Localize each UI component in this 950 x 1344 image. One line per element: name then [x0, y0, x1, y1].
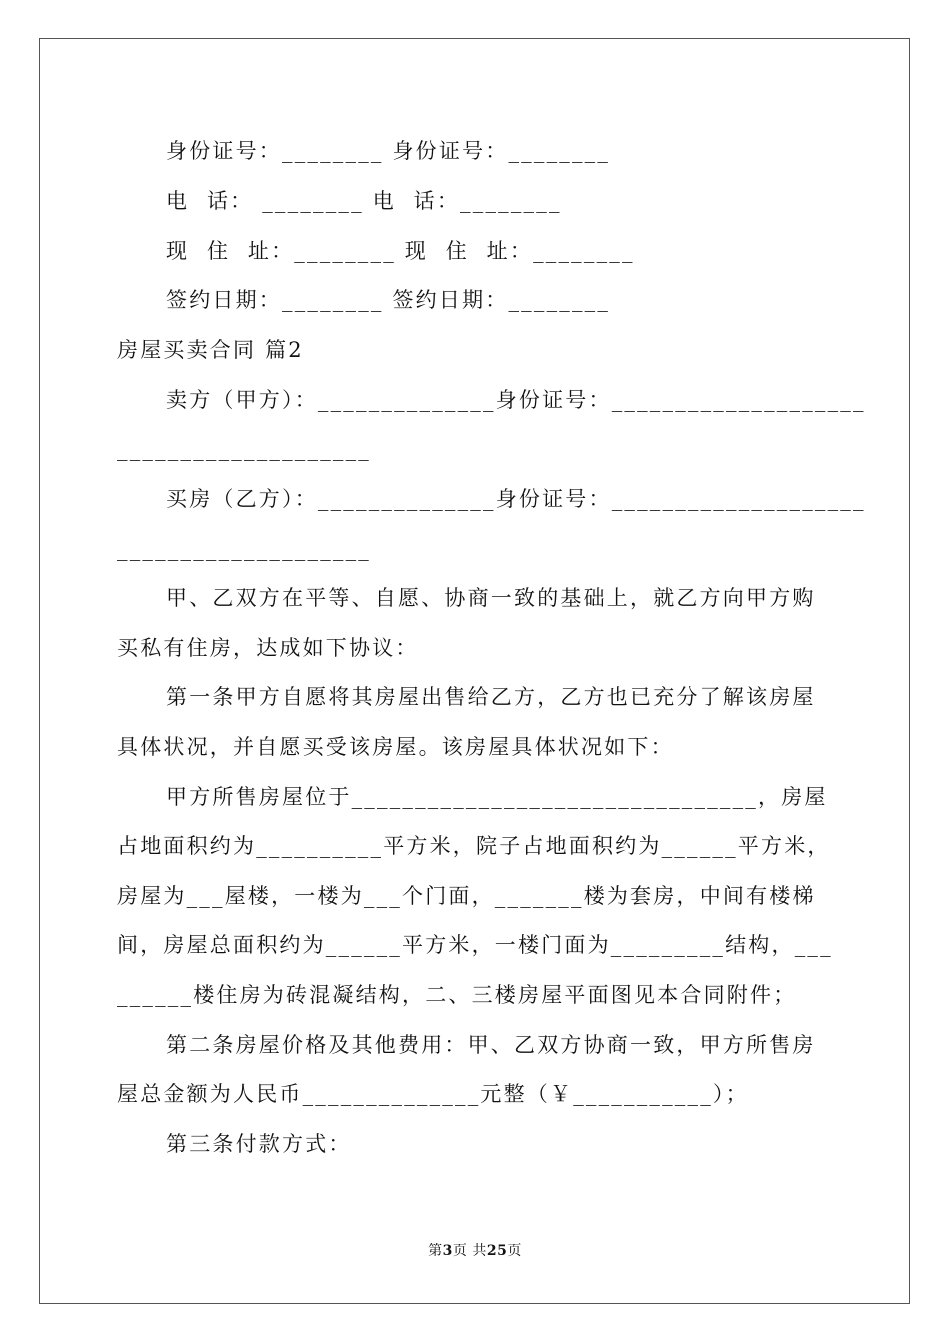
text-line: 第一条甲方自愿将其房屋出售给乙方，乙方也已充分了解该房屋 — [166, 685, 816, 709]
text-line: 甲、乙双方在平等、自愿、协商一致的基础上，就乙方向甲方购 — [166, 586, 816, 610]
text-line: 卖方（甲方）：______________身份证号：____________________ — [166, 388, 866, 412]
text-line: 房屋为___屋楼，一楼为___个门面，_______楼为套房，中间有楼梯 — [117, 884, 816, 908]
page-footer — [0, 1240, 950, 1260]
text-line: 占地面积约为__________平方米，院子占地面积约为______平方米， — [117, 834, 831, 858]
text-line: 具体状况，并自愿买受该房屋。该房屋具体状况如下： — [117, 735, 674, 759]
page-number: 3 — [442, 1243, 453, 1259]
text-line: 签约日期：________ 签约日期：________ — [166, 288, 611, 312]
footer-suffix: 页 — [507, 1243, 522, 1259]
text-line: ____________________ — [117, 537, 371, 561]
text-line: 买私有住房，达成如下协议： — [117, 636, 419, 660]
text-line: 电 话： ________ 电 话：________ — [166, 189, 562, 213]
text-line: 第二条房屋价格及其他费用：甲、乙双方协商一致，甲方所售房 — [166, 1033, 816, 1057]
text-line: 甲方所售房屋位于________________________________，房屋 — [166, 785, 828, 809]
page-border — [39, 38, 910, 1304]
text-line: 屋总金额为人民币______________元整（￥___________）； — [117, 1082, 749, 1106]
footer-prefix: 第 — [428, 1243, 443, 1259]
section-heading: 房屋买卖合同 篇2 — [117, 338, 304, 362]
text-line: ______楼住房为砖混凝结构，二、三楼房屋平面图见本合同附件； — [117, 983, 797, 1007]
text-line: 间，房屋总面积约为______平方米，一楼门面为_________结构，___ — [117, 933, 833, 957]
text-line: ____________________ — [117, 437, 371, 461]
footer-mid: 页 共 — [452, 1243, 487, 1259]
text-line: 身份证号：________ 身份证号：________ — [166, 139, 611, 163]
text-line: 现 住 址：________ 现 住 址：________ — [166, 239, 635, 263]
text-line: 第三条付款方式： — [166, 1132, 352, 1156]
text-line: 买房（乙方）：______________身份证号：____________________ — [166, 487, 866, 511]
page-total: 25 — [486, 1243, 508, 1259]
